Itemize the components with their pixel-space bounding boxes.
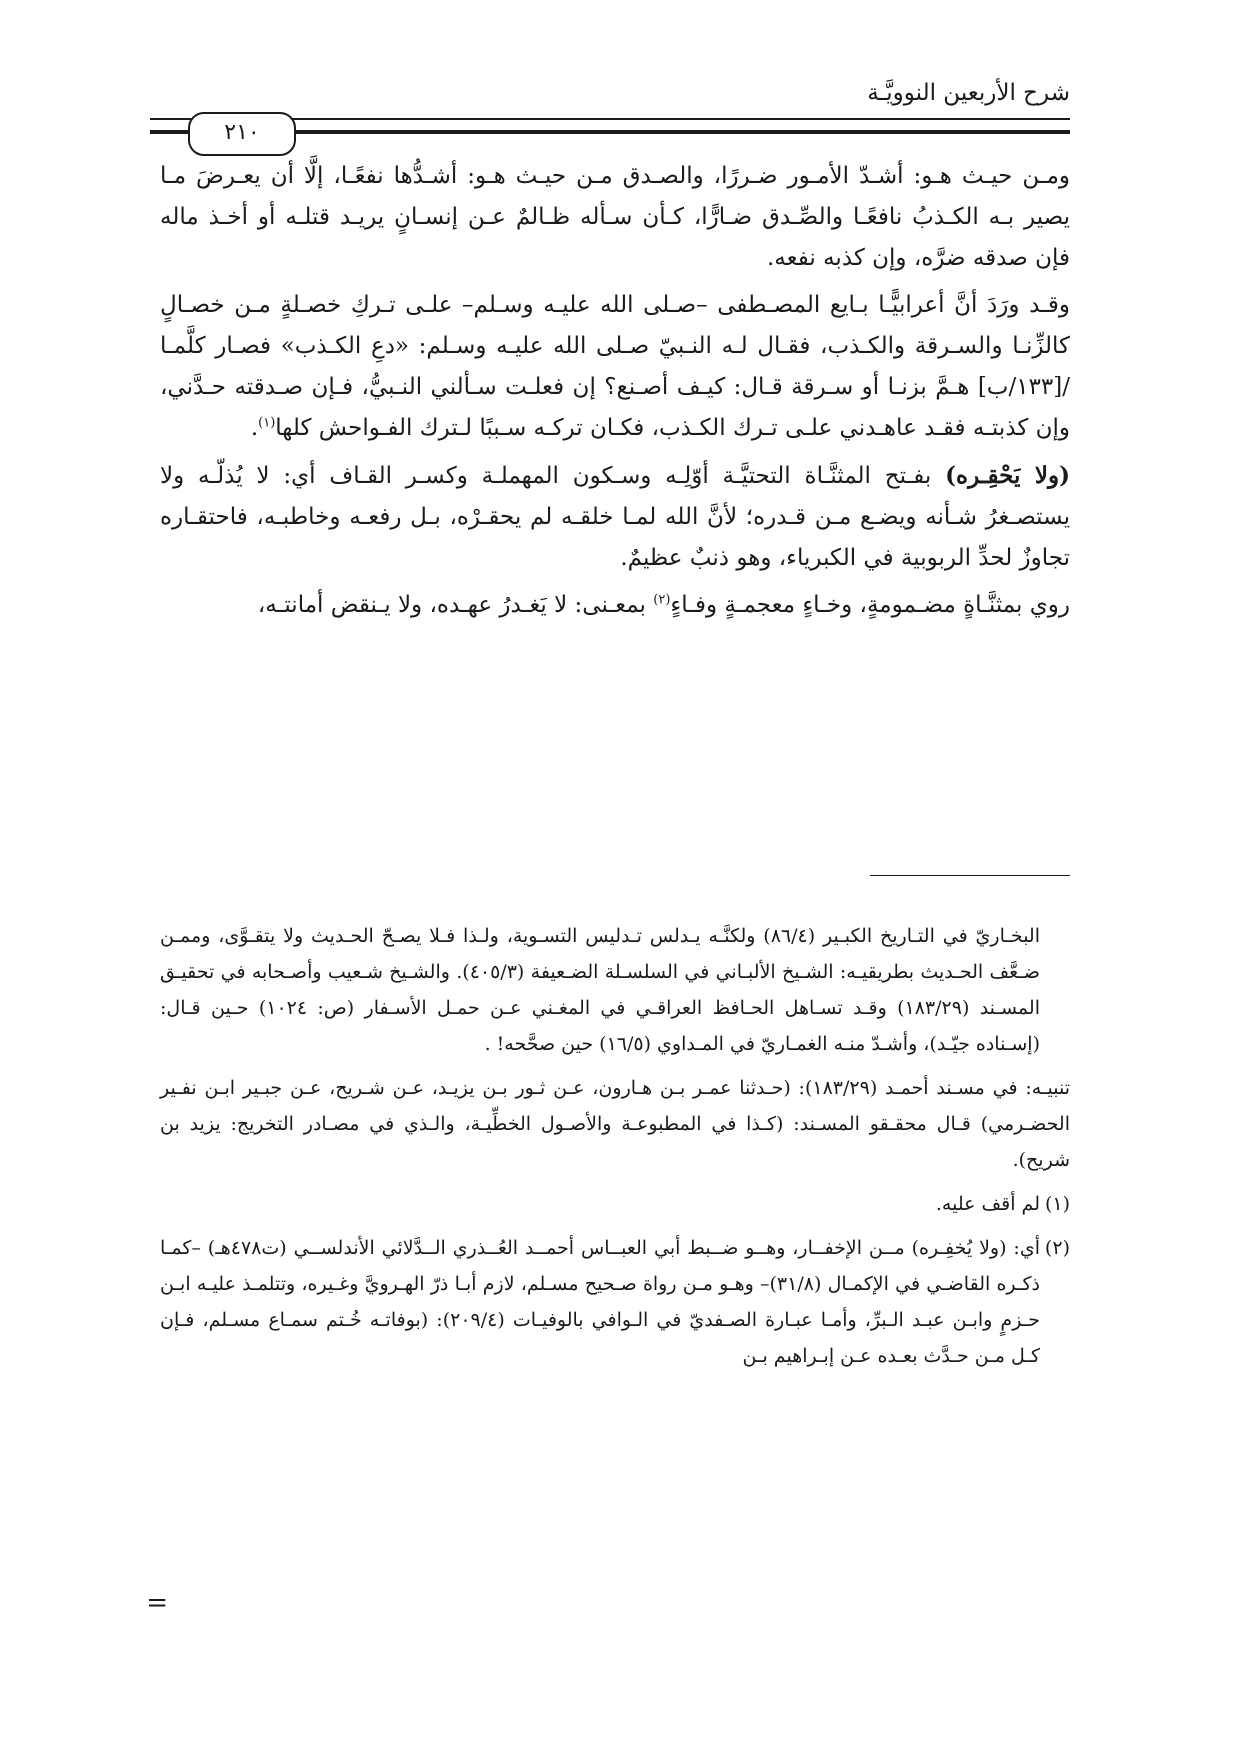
footnote-continued: البخـاريّ في التـاريخ الكبـير (٨٦/٤) ولكنَّـه يـدلس تـدليس التسـوية، ولـذا فـلا يصـحّ الحـديث ولا يتقـوَّى، وممـن ضـعَّف الحـديث بطريقيـه: الشـيخ الألبـاني في السلسـلة الضـعيفة (٤٠٥/٣). والشـيخ شـعيب وأصـحابه في تحقيـق المسـند (١٨٣/٢٩) وقـد تسـاهل الحـافظ العراقـي في المغـني عـن حمـل الأسـفار (ص: ١٠٢٤) حـين قـال: (إسـناده جيّـد)، وأشـدّ منـه الغمـاريّ في المـداوي (١٦/٥) حين صحَّحه! . xyxy=(160,925,1040,1055)
main-paragraph-2 xyxy=(160,285,1070,449)
term-heading: (ولا يَحْقِـره) xyxy=(945,462,1071,489)
footnote-2 xyxy=(160,1230,1070,1374)
page-number: ٢١٠ xyxy=(188,112,296,156)
main-paragraph-3-text: بفـتح المثنَّـاة التحتيَّـة أوّلِـه وسـكون المهملـة وكسـر القـاف أي: لا يُذلّـه ولا يستصـغرُ شـأنه ويضـع مـن قـدره؛ لأنَّ الله لمـا خلقـه لم يحقـرْه، بـل رفعـه وخاطبـه، فاحتقـاره تجاوزٌ لحدِّ الربوبية في الكبرياء، وهو ذنبٌ عظيمٌ. xyxy=(160,463,1070,571)
footnote-2-number: (٢) xyxy=(1044,1237,1070,1259)
main-paragraph-1: ومـن حيـث هـو: أشـدّ الأمـور ضـررًا، والصـدق مـن حيـث هـو: أشـدُّها نفعًـا، إلَّا أن يعـرضَ مـا يصير بـه الكـذبُ نافعًـا والصِّـدق ضـارًّا، كـأن سـأله ظـالمٌ عـن إنسـانٍ يريـد قتلـه أو أخـذ ماله فإن صدقه ضرَّه، وإن كذبه نفعه. xyxy=(160,163,1070,271)
main-paragraph-4-end: بمعـنى: لا يَغـدرُ عهـده، ولا يـنقض أمانتـه، xyxy=(257,592,646,618)
main-paragraph-4 xyxy=(160,585,1070,626)
footnote-1-text: لم أقف عليه. xyxy=(935,1193,1040,1215)
footnote-ref-2[interactable]: (٢) xyxy=(653,592,671,608)
main-paragraph-4-start: روي بمثنَّـاةٍ مضـمومةٍ، وخـاءٍ معجمـةٍ وفـاءٍ xyxy=(670,592,1070,618)
continuation-mark: = xyxy=(146,1588,168,1618)
main-paragraph-2-end: . xyxy=(250,415,259,441)
main-paragraph-3 xyxy=(160,455,1070,579)
footnote-note: تنبيـه: في مسـند أحمـد (١٨٣/٢٩): (حـدثنا عمـر بـن هـارون، عـن ثـور بـن يزيـد، عـن شـريح، عـن جبـير ابـن نفـير الحضـرمي) قـال محقـقو المسـند: (كـذا في المطبوعـة والأصـول الخطِّيـة، والـذي في مصـادر التخريج: يزيد بن شريح). xyxy=(160,1077,1070,1171)
footnote-ref-1[interactable]: (١) xyxy=(258,415,276,431)
footnote-1-number: (١) xyxy=(1044,1193,1070,1215)
running-title: شرح الأربعين النوويَّـة xyxy=(867,80,1070,106)
footnotes xyxy=(160,918,1070,1382)
footnote-1 xyxy=(160,1186,1070,1222)
footnote-separator xyxy=(870,875,1070,876)
main-paragraph-2-text: وقـد ورَدَ أنَّ أعرابيًّـا بـايع المصـطفى –صـلى الله عليـه وسـلم– علـى تـركِ خصـلةٍ مـن خصـالٍ كالزِّنـا والسـرقة والكـذب، فقـال لـه النـبيّ صـلى الله عليـه وسـلم: «دعِ الكـذب» فصـار كلَّمـا /[١٣٣/ب] هـمَّ بزنـا أو سـرقة قـال: كيـف أصـنع؟ إن فعلـت سـألني النـبيُّ، فـإن صـدقته حـدَّني، وإن كذبتـه فقـد عاهـدني علـى تـرك الكـذب، فكـان تركـه سـببًا لـترك الفـواحش كلها xyxy=(160,292,1070,441)
main-text xyxy=(160,156,1070,632)
footnote-2-text: أي: (ولا يُخفِـره) مــن الإخفــار، وهــو ضــبط أبي العبــاس أحمــد العُــذري الــدَّلائي الأندلســي (ت٤٧٨هـ) –كمـا ذكـره القاضـي في الإكمـال (٣١/٨)– وهـو مـن رواة صـحيح مسـلم، لازم أبـا ذرّ الهـرويَّ وغـيره، وتتلمـذ عليـه ابـن حـزمٍ وابـن عبـد الـبرِّ، وأمـا عبـارة الصـفديّ في الـوافي بالوفيـات (٢٠٩/٤): (بوفاتـه خُـتم سمـاع مسـلم، فـإن كـل مـن حـدَّث بعـده عـن إبـراهيم بـن xyxy=(160,1237,1040,1367)
